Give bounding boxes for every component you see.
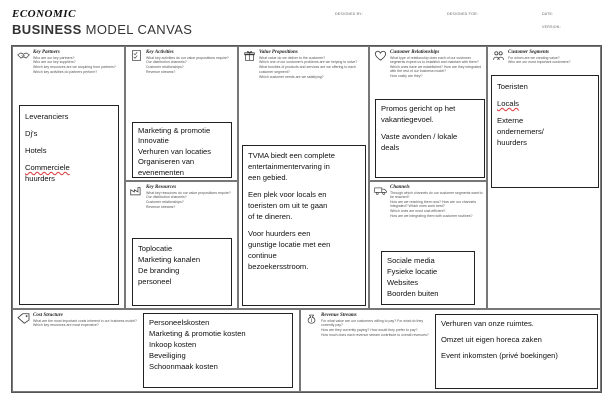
key-resources-question: What key resources do our value propositions require?	[146, 190, 231, 195]
note-line: Leveranciers	[25, 112, 69, 121]
customer-segments-question: Who are our most important customers?	[508, 60, 571, 65]
note-line: Personeelskosten	[149, 318, 210, 327]
cost-structure-title: Cost Structure	[33, 313, 63, 318]
revenue-streams-title: Revenue Streams	[321, 313, 357, 318]
value-propositions-question: Which customer needs are we satisfying?	[259, 74, 324, 79]
key-resources-note[interactable]	[132, 238, 232, 306]
note-line: toeristen om uit te gaan	[248, 201, 328, 210]
note-line: Verhuren van onze ruimtes.	[441, 319, 534, 328]
revenue-streams-question: How much does each revenue stream contribute to overall revenues?	[321, 332, 429, 337]
note-line: Commerciele	[25, 163, 70, 172]
canvas-title-bold: BUSINESS	[12, 22, 82, 37]
price-tag-icon	[17, 313, 30, 324]
handshake-icon	[17, 50, 30, 61]
key-resources-question: Our distribution channels?	[146, 195, 187, 200]
channels-question: How are we integrating them with customer routines?	[390, 213, 473, 218]
note-line: Omzet uit eigen horeca zaken	[441, 334, 542, 344]
key-resources-question: Revenue streams?	[146, 205, 176, 210]
channels-question: Through which channels do our customer segments want to be reached?	[390, 190, 483, 199]
note-line: Sociale media	[387, 256, 435, 265]
key-partners-question: Who are our key suppliers?	[33, 60, 76, 65]
customer-relationships-note[interactable]	[375, 99, 485, 178]
factory-icon	[130, 185, 143, 196]
note-line: Externe	[497, 116, 524, 125]
cost-structure-question: Which key resources are most expensive?	[33, 323, 99, 328]
note-line: bezoekersstroom.	[248, 262, 309, 271]
checklist-icon	[130, 50, 143, 61]
note-line-text: Een plek voor locals en	[248, 190, 327, 199]
note-line: continue	[248, 251, 277, 260]
key-activities-question: Customer relationships?	[146, 65, 184, 70]
note-line: gunstige locatie met een	[248, 240, 331, 249]
note-line: of te dineren.	[248, 212, 293, 221]
note-line: Beveiliging	[149, 351, 186, 360]
note-line: entertainmentervaring in	[248, 162, 330, 171]
business-model-canvas	[11, 45, 602, 393]
key-partners-question: Which key resources are we acquiring from partners?	[33, 65, 116, 70]
channels-block	[369, 181, 487, 309]
customer-segments-block	[487, 46, 601, 309]
note-line: Organiseren van	[138, 157, 195, 167]
key-partners-title: Key Partners	[33, 50, 60, 55]
note-line: Dj's	[25, 129, 38, 138]
customer-relationships-question: How costly are they?	[390, 74, 423, 78]
key-activities-question: Revenue streams?	[146, 70, 176, 75]
note-line: TVMA biedt een complete	[248, 151, 335, 160]
key-activities-note[interactable]	[132, 122, 232, 178]
value-propositions-title: Value Propositions	[259, 50, 298, 55]
key-resources-question: Customer relationships?	[146, 200, 184, 205]
revenue-streams-note[interactable]	[435, 314, 598, 389]
note-line: evenementen	[138, 167, 185, 177]
note-line: Voor huurders een	[248, 229, 311, 238]
note-line: een gebied.	[248, 173, 288, 182]
note-line: Websites	[387, 278, 419, 287]
channels-question: Which ones are most cost-efficient?	[390, 209, 446, 213]
people-icon	[492, 50, 505, 61]
note-line: Boorden buiten	[387, 289, 439, 298]
cost-structure-question: What are the most important costs inherent in our business model?	[33, 318, 137, 323]
note-line: vakantiegevoel.	[381, 115, 434, 124]
value-propositions-question: What bundles of products and services are we offering to each customer segment?	[259, 65, 356, 74]
note-line: Marketing kanalen	[138, 255, 201, 264]
key-partners-question: Who are our key partners?	[33, 55, 75, 60]
key-activities-question: Our distribution channels?	[146, 60, 187, 65]
customer-segments-note[interactable]	[491, 75, 599, 188]
cost-structure-block	[12, 309, 300, 392]
value-propositions-question: Which one of our customer's problems are we helping to solve?	[259, 60, 358, 65]
note-line: Vaste avonden / lokale	[381, 132, 458, 141]
note-line: Marketing & promotie kosten	[149, 329, 246, 338]
value-propositions-note[interactable]	[242, 145, 366, 306]
note-line: Verhuren van locaties	[138, 146, 212, 156]
note-line: Marketing & promotie	[138, 126, 211, 135]
truck-icon	[374, 185, 387, 196]
value-propositions-question: What value do we deliver to the customer?	[259, 55, 326, 60]
customer-relationships-block	[369, 46, 487, 181]
note-line: Hotels	[25, 146, 47, 155]
note-line: Toplocatie	[138, 244, 173, 253]
key-partners-question: Which key activities do partners perform?	[33, 70, 98, 75]
revenue-streams-question: For what value are our customers willing to pay? For what do they currently pay?	[321, 318, 424, 327]
gift-icon	[243, 50, 256, 61]
note-line: De branding	[138, 266, 180, 275]
value-propositions-block	[238, 46, 369, 309]
note-line: personeel	[138, 277, 172, 286]
note-line	[248, 189, 360, 200]
note-line: Inkoop kosten	[149, 340, 197, 349]
customer-relationships-title: Customer Relationships	[390, 50, 440, 55]
channels-question: How are we reaching them now? How are our channels integrated? Which ones work best?	[390, 199, 476, 209]
brand-title: ECONOMIC	[12, 8, 76, 20]
channels-note[interactable]	[381, 251, 475, 305]
key-partners-block	[12, 46, 125, 309]
note-line: Schoonmaak kosten	[149, 362, 218, 371]
revenue-streams-block	[300, 309, 601, 392]
customer-segments-title: Customer Segments	[508, 50, 549, 55]
customer-relationships-question: Which ones have we established? How are they integrated with the rest of our business model?	[390, 64, 482, 74]
key-resources-block	[125, 181, 238, 309]
canvas-title-rest: MODEL CANVAS	[81, 22, 193, 37]
customer-relationships-question: What type of relationship does each of our customer segments expect us to establish and maintain with them?	[390, 55, 479, 64]
note-line: Fysieke locatie	[387, 267, 438, 276]
note-line: huurders	[497, 138, 527, 147]
designed-for-label: DESIGNED FOR:	[447, 12, 478, 16]
version-label: VERSION:	[542, 25, 561, 29]
key-activities-title: Key Activities	[146, 50, 174, 55]
key-resources-title: Key Resources	[146, 185, 177, 190]
cost-structure-note[interactable]	[143, 313, 293, 388]
heart-icon	[374, 50, 387, 61]
key-activities-question: What key activities do our value propositions require?	[146, 55, 229, 60]
note-line: Locals	[497, 99, 519, 108]
note-line: Event inkomsten (privé boekingen)	[441, 350, 558, 360]
note-line: deals	[381, 143, 400, 152]
canvas-title	[12, 22, 192, 37]
money-bag-icon	[305, 313, 318, 324]
customer-segments-question: For whom are we creating value?	[508, 55, 560, 60]
note-line: Promos gericht op het	[381, 104, 456, 113]
note-line: Toeristen	[497, 82, 528, 91]
note-line: Innovatie	[138, 136, 169, 146]
key-activities-block	[125, 46, 238, 181]
channels-title: Channels	[390, 185, 410, 190]
date-label: DATE:	[542, 12, 554, 16]
key-partners-note[interactable]	[19, 105, 119, 305]
designed-by-label: DESIGNED BY:	[335, 12, 363, 16]
note-line: huurders	[25, 174, 55, 183]
note-line: ondernemers/	[497, 127, 544, 136]
revenue-streams-question: How are they currently paying? How would they prefer to pay?	[321, 327, 418, 332]
